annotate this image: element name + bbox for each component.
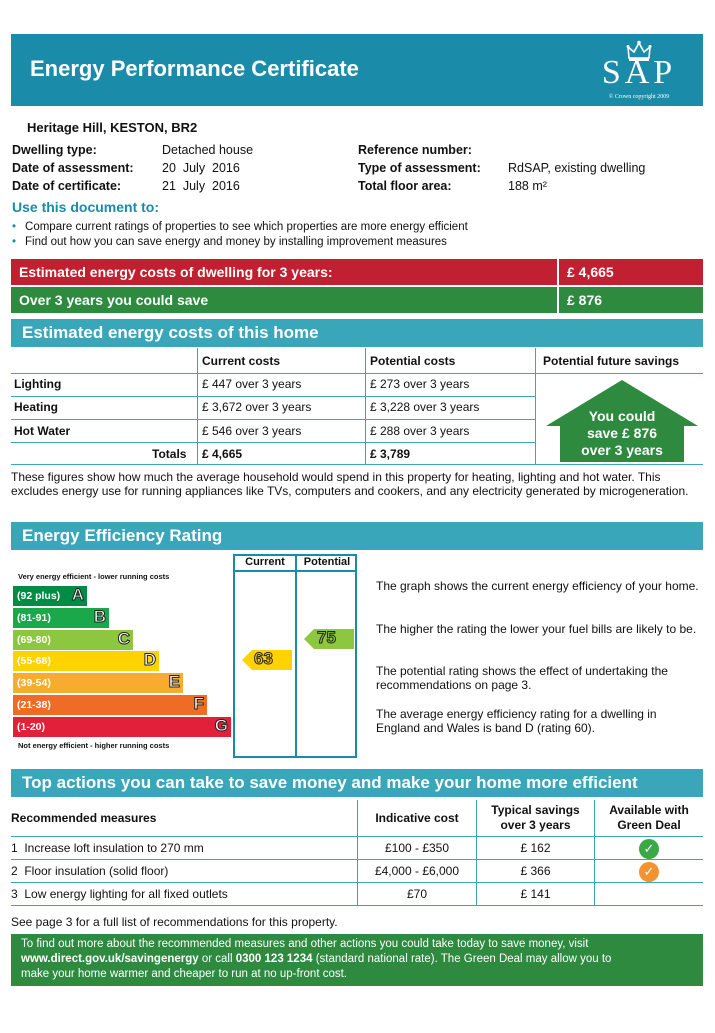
action-savings: £ 141 [520, 887, 551, 901]
current-rating-value: 63 [254, 649, 273, 668]
use-bullet [12, 221, 468, 233]
assessment-type-value: RdSAP, existing dwelling [508, 161, 646, 175]
costs-section-bar [11, 319, 703, 347]
band-letter: B [93, 606, 106, 626]
efficiency-section-title: Energy Efficiency Rating [22, 526, 223, 545]
potential-costs-header: Potential costs [370, 354, 456, 368]
bullet-icon: • [12, 236, 17, 248]
floor-area-label: Total floor area: [358, 179, 452, 193]
cost-row-label: Hot Water [14, 424, 71, 438]
cost-row-current: £ 3,672 over 3 years [202, 400, 312, 414]
date-certificate-label: Date of certificate: [12, 179, 122, 193]
green-deal-header-line2: Green Deal [617, 818, 681, 832]
action-measure: 3 Low energy lighting for all fixed outlets [11, 887, 228, 901]
totals-label: Totals [152, 447, 187, 461]
band-range: (81-91) [17, 611, 51, 624]
potential-rating-header: Potential [303, 556, 351, 568]
footer-line1: To find out more about the recommended measures and other actions you could take today to save money, visit [21, 938, 589, 950]
band-range: (1-20) [17, 720, 46, 733]
costs-table [11, 348, 703, 465]
band-letter: G [214, 715, 228, 735]
cost-row-current: £ 447 over 3 years [202, 377, 302, 391]
actions-section-title: Top actions you can take to save money and make your home more efficient [22, 773, 638, 792]
efficiency-band [13, 695, 207, 715]
band-letter: F [193, 694, 204, 713]
action-cost: £100 - £350 [384, 841, 450, 855]
actions-section-bar [11, 769, 703, 797]
action-cost: £70 [406, 887, 428, 901]
footer-info-box [11, 934, 703, 986]
efficiency-band [13, 651, 159, 671]
savings-arrow-line3: over 3 years [581, 442, 663, 458]
cost-row-potential: £ 3,228 over 3 years [370, 400, 480, 414]
actions-table [11, 800, 703, 908]
could-save-value: £ 876 [557, 287, 703, 313]
cost-row-label: Heating [14, 400, 59, 414]
dwelling-type-value: Detached house [162, 143, 254, 157]
band-range: (39-54) [17, 677, 51, 690]
efficiency-band [13, 630, 133, 650]
estimated-costs-label: Estimated energy costs of dwelling for 3 years: [19, 264, 333, 280]
savings-arrow [546, 380, 698, 462]
orange-check-icon: ✓ [639, 862, 659, 882]
costs-note: These figures show how much the average household would spend in this property for heating, lighting and hot water. This excludes energy use for running appliances like TVs, computers and cookers, and any electricity generated by microgeneration. [11, 470, 689, 498]
efficiency-text: The graph shows the current energy efficiency of your home. [376, 579, 699, 593]
footer-middle: or call [198, 953, 236, 965]
action-savings: £ 162 [520, 841, 551, 855]
floor-area-value: 188 m² [508, 179, 547, 193]
costs-section-title: Estimated energy costs of this home [22, 323, 319, 342]
band-range: (69-80) [17, 633, 51, 646]
efficiency-text: The higher the rating the lower your fuel bills are likely to be. [376, 622, 697, 636]
date-assessment-value: 20 July 2016 [162, 161, 240, 175]
footer-line3: make your home warmer and cheaper to run at no up-front cost. [21, 968, 347, 980]
savings-header-line2: over 3 years [500, 818, 571, 832]
dwelling-type-label: Dwelling type: [12, 143, 97, 157]
efficiency-bottom-note: Not energy efficient - higher running costs [18, 741, 170, 750]
footer-link[interactable]: www.direct.gov.uk/savingenergy [21, 953, 199, 965]
reference-label: Reference number: [358, 143, 472, 157]
cost-row-current: £ 546 over 3 years [202, 424, 302, 438]
footer-line2 [21, 952, 693, 967]
totals-current: £ 4,665 [202, 447, 243, 461]
savings-arrow-line1: You could [588, 408, 656, 424]
efficiency-text: The potential rating shows the effect of undertaking the recommendations on page 3. [376, 664, 668, 692]
sap-logo [589, 40, 689, 102]
sap-logo-letters: SAP [601, 54, 677, 91]
current-rating-pointer [242, 650, 292, 670]
band-range: (92 plus) [17, 590, 61, 602]
action-savings: £ 366 [520, 864, 551, 878]
action-cost: £4,000 - £6,000 [374, 864, 460, 878]
footer-phone: 0300 123 1234 [235, 953, 313, 965]
band-letter: E [168, 672, 180, 692]
cost-row-potential: £ 273 over 3 years [370, 377, 470, 391]
efficiency-chart [11, 554, 357, 758]
cost-row-potential: £ 288 over 3 years [370, 424, 470, 438]
see-page-note: See page 3 for a full list of recommendations for this property. [11, 915, 338, 929]
use-document-title: Use this document to: [12, 199, 160, 215]
action-measure: 1 Increase loft insulation to 270 mm [11, 841, 204, 855]
green-deal-header-line1: Available with [609, 803, 689, 817]
page-title: Energy Performance Certificate [30, 56, 359, 81]
could-save-bar [11, 287, 703, 313]
use-bullet-text: Find out how you can save energy and money by installing improvement measures [25, 236, 447, 248]
estimated-costs-value: £ 4,665 [557, 259, 703, 285]
efficiency-section-bar [11, 522, 703, 550]
estimated-costs-bar [11, 259, 703, 285]
date-assessment-label: Date of assessment: [12, 161, 134, 175]
efficiency-band [13, 717, 231, 737]
efficiency-band [13, 673, 183, 693]
current-rating-header: Current [245, 556, 285, 568]
future-savings-header: Potential future savings [543, 354, 680, 368]
band-range: (55-68) [17, 655, 51, 668]
efficiency-band [13, 586, 87, 606]
could-save-label: Over 3 years you could save [19, 292, 209, 308]
band-letter: C [117, 628, 130, 648]
band-letter: D [143, 650, 156, 670]
property-address: Heritage Hill, KESTON, BR2 [27, 120, 198, 135]
use-bullet [12, 236, 447, 248]
efficiency-text: The average energy efficiency rating for a dwelling in England and Wales is band D (rating 60). [376, 707, 657, 735]
cost-header: Indicative cost [375, 811, 459, 825]
bullet-icon: • [12, 221, 17, 233]
potential-rating-value: 75 [317, 628, 336, 647]
savings-header-line1: Typical savings [491, 803, 580, 817]
use-bullet-text: Compare current ratings of properties to see which properties are more energy efficient [25, 221, 468, 233]
totals-potential: £ 3,789 [370, 447, 411, 461]
assessment-type-label: Type of assessment: [358, 161, 481, 175]
footer-line2-rest: (standard national rate). The Green Deal may allow you to [312, 953, 612, 965]
logo-copyright: © Crown copyright 2009 [608, 94, 670, 100]
date-certificate-value: 21 July 2016 [162, 179, 240, 193]
current-costs-header: Current costs [202, 354, 281, 368]
certificate-header [11, 34, 703, 106]
cost-row-label: Lighting [14, 377, 62, 391]
efficiency-top-note: Very energy efficient - lower running costs [18, 572, 170, 581]
efficiency-band [13, 608, 109, 628]
action-measure: 2 Floor insulation (solid floor) [11, 864, 169, 878]
potential-rating-pointer [304, 629, 354, 649]
band-range: (21-38) [17, 699, 51, 711]
band-letter: A [71, 585, 84, 604]
measures-header: Recommended measures [11, 811, 157, 825]
green-check-icon: ✓ [639, 839, 659, 859]
savings-arrow-line2: save £ 876 [586, 425, 658, 441]
